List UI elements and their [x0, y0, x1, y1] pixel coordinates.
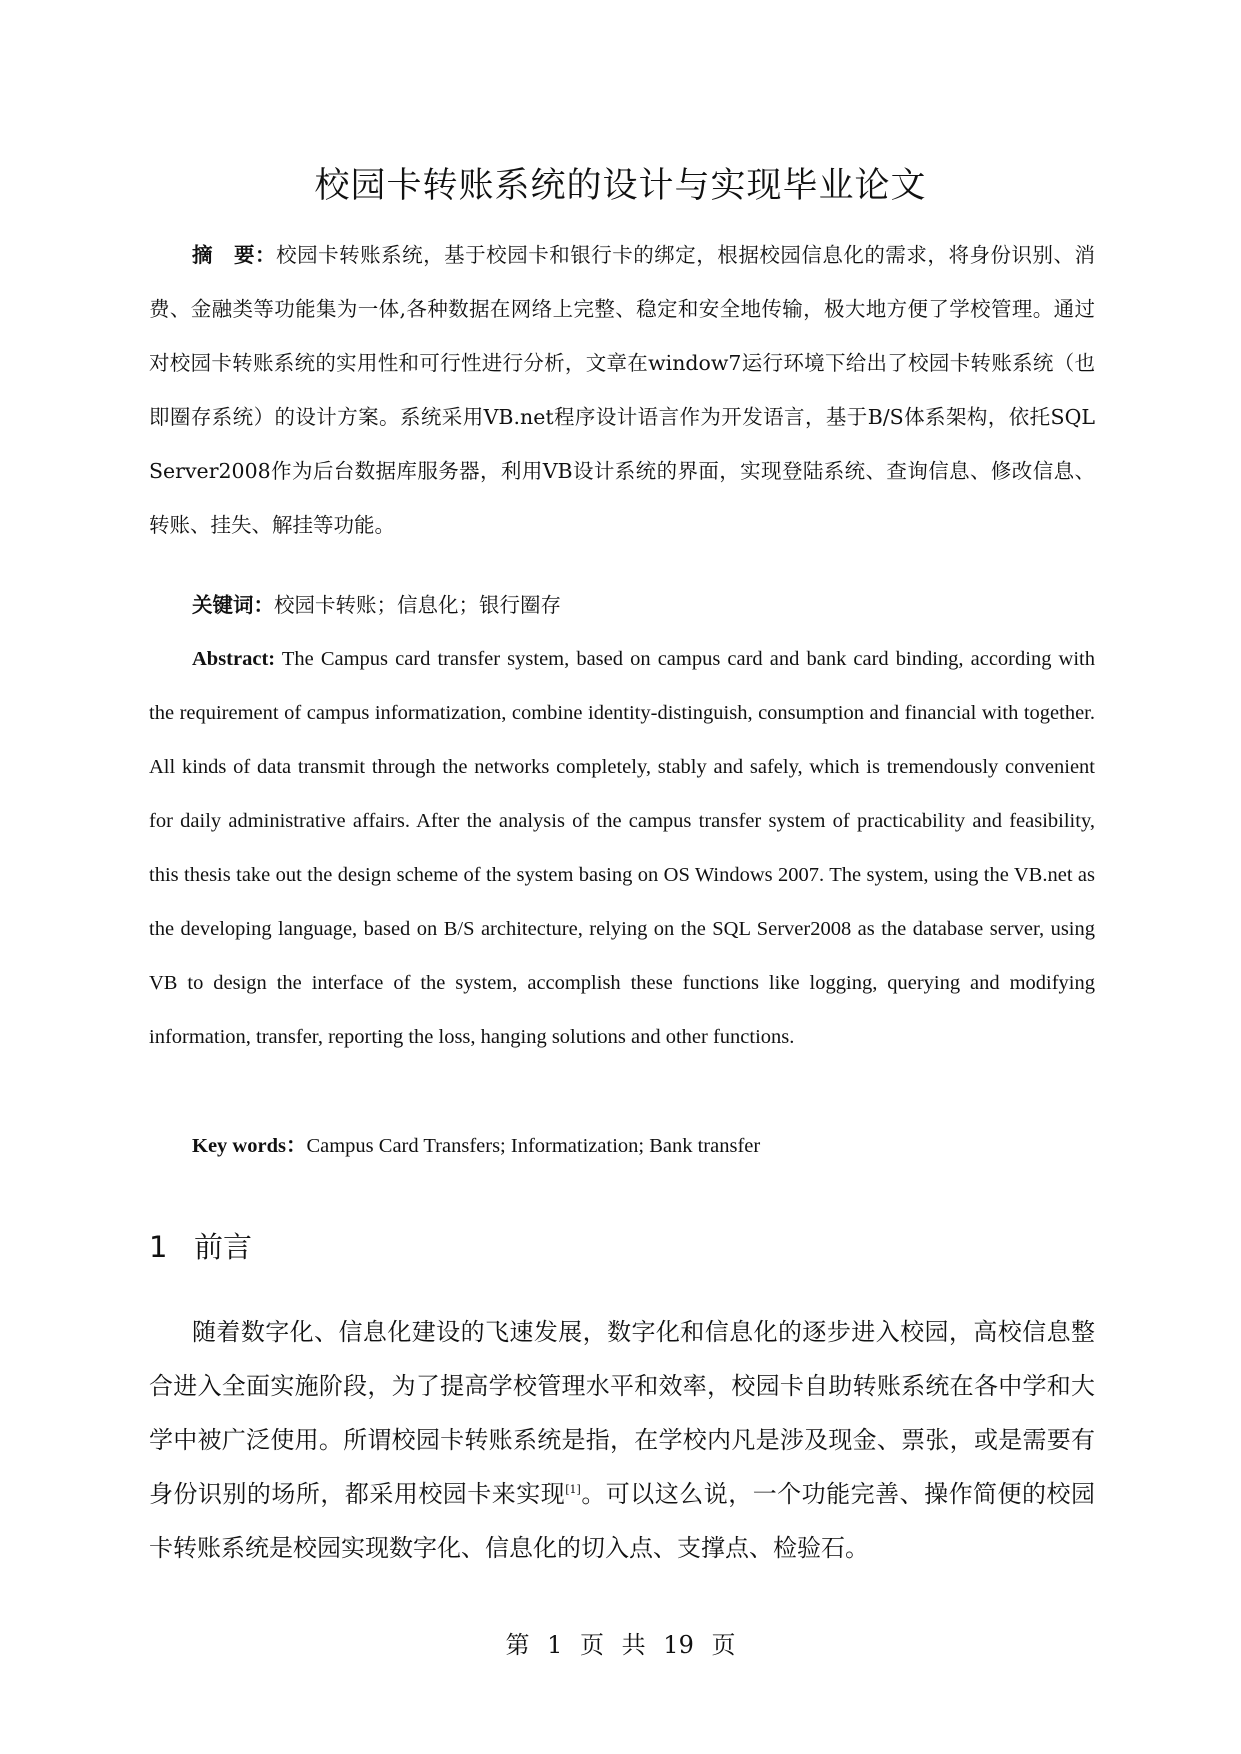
keywords-en-label: Key words：: [192, 1135, 307, 1157]
paragraph-text-1: 随着数字化、信息化建设的飞速发展，数字化和信息化的逐步进入校园，高校信息整合进入全面实施阶段，为了提高学校管理水平和效率，校园卡自助转账系统在各中学和大学中被广泛使用。所谓校园卡转账系统是指，在学校内凡是涉及现金、票张，或是需要有身份识别的场所，都采用校园卡来实现: [149, 1318, 1095, 1508]
keywords-cn-text: 校园卡转账；信息化；银行圈存: [274, 593, 561, 617]
keywords-cn-label: 关键词：: [192, 593, 274, 617]
abstract-cn: [149, 228, 1095, 552]
section-paragraph: [149, 1305, 1095, 1575]
abstract-en-label: Abstract:: [192, 648, 276, 670]
section-number: 1: [149, 1230, 168, 1264]
keywords-en: [149, 1119, 1095, 1173]
paragraph-text-2: 。可以这么说，一个功能完善、操作简便的校园卡转账系统是校园实现数字化、信息化的切入点、支撑点、检验石。: [149, 1480, 1095, 1562]
abstract-en-text: The Campus card transfer system, based on campus card and bank card binding, according with the requirement of campus informatization, combine identity-distinguish, consumption and financial with together. All kinds of data transmit through the networks completely, stably and safely, which is tremendously convenient for daily administrative affairs. After the analysis of the campus transfer system of practicability and feasibility, this thesis take out the design scheme of the system basing on OS Windows 2007. The system, using the VB.net as the developing language, based on B/S architecture, relying on the SQL Server2008 as the database server, using VB to design the interface of the system, accomplish these functions like logging, querying and modifying information, transfer, reporting the loss, hanging solutions and other functions.: [149, 648, 1095, 1048]
citation-ref[interactable]: [1]: [565, 1483, 581, 1496]
abstract-en: [149, 632, 1095, 1064]
paper-title: 校园卡转账系统的设计与实现毕业论文: [314, 166, 927, 206]
keywords-cn: [149, 578, 1095, 632]
abstract-cn-label: 摘 要：: [192, 243, 277, 267]
page-number-footer: 第 1 页 共 19 页: [505, 1631, 736, 1659]
abstract-cn-text: 校园卡转账系统，基于校园卡和银行卡的绑定，根据校园信息化的需求，将身份识别、消费、金融类等功能集为一体,各种数据在网络上完整、稳定和安全地传输，极大地方便了学校管理。通过对校园卡转账系统的实用性和可行性进行分析，文章在window7运行环境下给出了校园卡转账系统（也即圈存系统）的设计方案。系统采用VB.net程序设计语言作为开发语言，基于B/S体系架构，依托SQL Server2008作为后台数据库服务器，利用VB设计系统的界面，实现登陆系统、查询信息、修改信息、转账、挂失、解挂等功能。: [149, 243, 1096, 537]
section-title: 前言: [194, 1230, 253, 1264]
section-heading: [149, 1225, 252, 1266]
keywords-en-text: Campus Card Transfers; Informatization; Bank transfer: [306, 1135, 761, 1157]
